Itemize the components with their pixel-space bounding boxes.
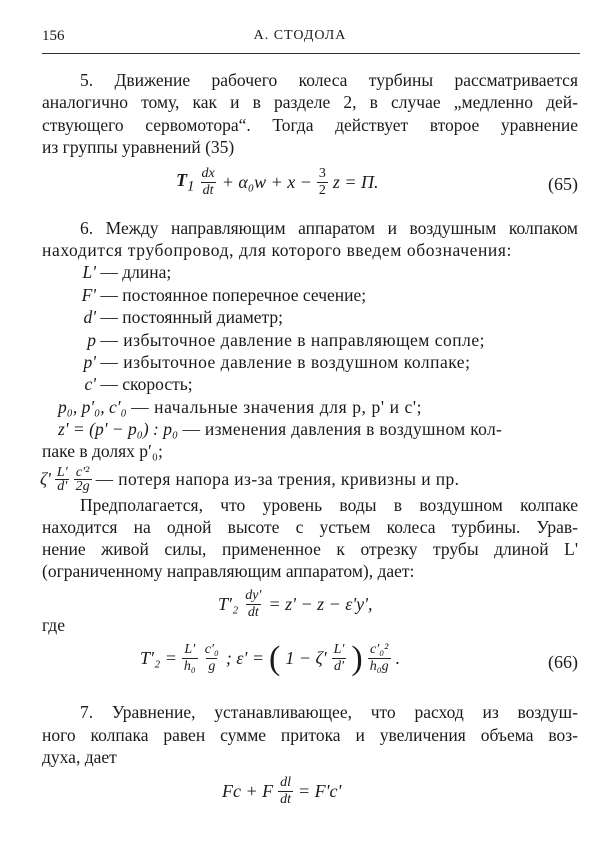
- numerator: c′₀: [204, 642, 219, 657]
- def-symbol: p: [87, 330, 96, 350]
- eq-symbol: T: [176, 169, 187, 190]
- def-text: — длина;: [100, 262, 172, 282]
- def-symbol: c': [84, 374, 96, 394]
- equation-number: (65): [548, 174, 578, 194]
- numerator: 3: [318, 166, 326, 181]
- numerator: L': [56, 464, 68, 480]
- p6-line: находится трубопровод, для которого введем обозначения:: [42, 240, 513, 260]
- def-text: — постоянный диаметр;: [100, 307, 284, 327]
- denominator: 2g: [75, 478, 90, 494]
- def-symbol: z' = (p' − p₀) : p₀: [58, 419, 179, 439]
- definition-item: [58, 261, 171, 283]
- denominator: d': [57, 478, 68, 494]
- p5-line: из группы уравнений (35): [42, 137, 235, 157]
- numerator: c'²: [75, 464, 90, 480]
- def-text: — избыточное давление в воздушном колпаке;: [100, 352, 471, 372]
- eq-text: z = П.: [332, 172, 379, 192]
- eq-text: + α₀w + x −: [221, 172, 312, 192]
- def-text: — избыточное давление в направляющем сопле;: [100, 330, 485, 350]
- denominator: dt: [202, 183, 214, 198]
- numerator: dl: [280, 775, 292, 790]
- eq-text: T′₂ =: [140, 648, 177, 668]
- eq-sub: 1: [187, 178, 195, 195]
- denominator: dt: [247, 605, 259, 620]
- numerator: L': [333, 642, 345, 657]
- p6-line: 6. Между направляющим аппаратом и воздушным колпаком: [80, 218, 578, 238]
- denominator: h₀g: [369, 659, 389, 674]
- page-number: 156: [42, 28, 65, 44]
- p7-line: Предполагается, что уровень воды в воздушном колпаке: [80, 495, 578, 515]
- eq-text: .: [395, 648, 401, 668]
- numerator: c′₀²: [369, 642, 389, 657]
- fraction: [278, 775, 293, 808]
- eq-text: = F'c': [298, 781, 342, 801]
- denominator: h₀: [183, 659, 196, 674]
- definition-item: [58, 351, 470, 373]
- denominator: 2: [318, 183, 326, 198]
- header-rule: [42, 53, 580, 54]
- def-symbol: p': [83, 352, 96, 372]
- def-text: — изменения давления в воздушном кол-: [182, 419, 503, 439]
- p7-line: нение живой силы, примененное к отрезку трубы длиной L': [42, 539, 578, 559]
- fraction: [332, 642, 347, 675]
- paren: (: [268, 639, 281, 677]
- definition-continuation: паке в долях p′₀;: [42, 441, 163, 461]
- numerator: L': [184, 642, 196, 657]
- eq-text: Fc + F: [222, 781, 274, 801]
- def-symbol: ζ': [40, 469, 51, 489]
- p7-line: находится на одной высоте с устьем колеса турбины. Урав-: [42, 517, 578, 537]
- p8-line: ного колпака равен сумме притока и увеличения объема воз-: [42, 725, 578, 745]
- p7-line: (ограниченному направляющим аппаратом), дает:: [42, 561, 415, 581]
- def-text: — начальные значения для p, p' и c';: [131, 397, 423, 417]
- denominator: dt: [280, 792, 292, 807]
- eq-text: ; ε' =: [225, 648, 264, 668]
- definition-item: [58, 329, 485, 351]
- fraction: [203, 642, 221, 675]
- fraction: [182, 642, 198, 675]
- fraction: [55, 466, 70, 493]
- fraction: [200, 166, 217, 199]
- def-symbol: L': [82, 262, 96, 282]
- equation-number: (66): [548, 652, 578, 672]
- eq-text: = z' − z − ε'y',: [268, 594, 373, 614]
- fraction: [368, 642, 391, 675]
- fraction: [243, 588, 263, 621]
- denominator: g: [208, 659, 216, 674]
- eq-text: 1 − ζ': [285, 648, 327, 668]
- p8-line: духа, дает: [42, 747, 117, 767]
- fraction: [317, 166, 328, 199]
- def-text: — потеря напора из-за трения, кривизны и пр.: [95, 469, 460, 489]
- fraction: [74, 466, 92, 493]
- numerator: dx: [201, 166, 215, 181]
- def-text: — скорость;: [100, 374, 193, 394]
- equation-65: [176, 166, 379, 199]
- p5-line: аналогично тому, как и в разделе 2, в случае „медленно дей-: [42, 92, 578, 112]
- denominator: d': [334, 659, 344, 674]
- running-title: А. СТОДОЛА: [253, 28, 347, 43]
- definition-item: [58, 306, 283, 328]
- paren: ): [351, 639, 363, 677]
- p8-line: 7. Уравнение, устанавливающее, что расход из воздуш-: [80, 702, 578, 722]
- p5-line: 5. Движение рабочего колеса турбины рассматривается: [80, 70, 578, 90]
- equation-66: [140, 639, 401, 677]
- definition-item: [40, 466, 459, 492]
- def-symbol: F': [81, 285, 96, 305]
- eq-text: T′₂: [218, 594, 239, 614]
- def-text: — постоянное поперечное сечение;: [100, 285, 367, 305]
- where-label: где: [42, 615, 65, 635]
- equation-last: [222, 775, 341, 808]
- definition-item: [58, 418, 502, 440]
- definition-item: [58, 373, 193, 395]
- def-symbol: d': [83, 307, 96, 327]
- definition-item: [58, 396, 422, 418]
- equation-t2: [218, 588, 373, 621]
- numerator: dy': [245, 588, 262, 603]
- def-symbol: p₀, p′₀, c′₀: [58, 397, 127, 417]
- definition-item: [58, 284, 366, 306]
- p5-line: ствующего сервомотора“. Тогда действует второе уравнение: [42, 115, 578, 135]
